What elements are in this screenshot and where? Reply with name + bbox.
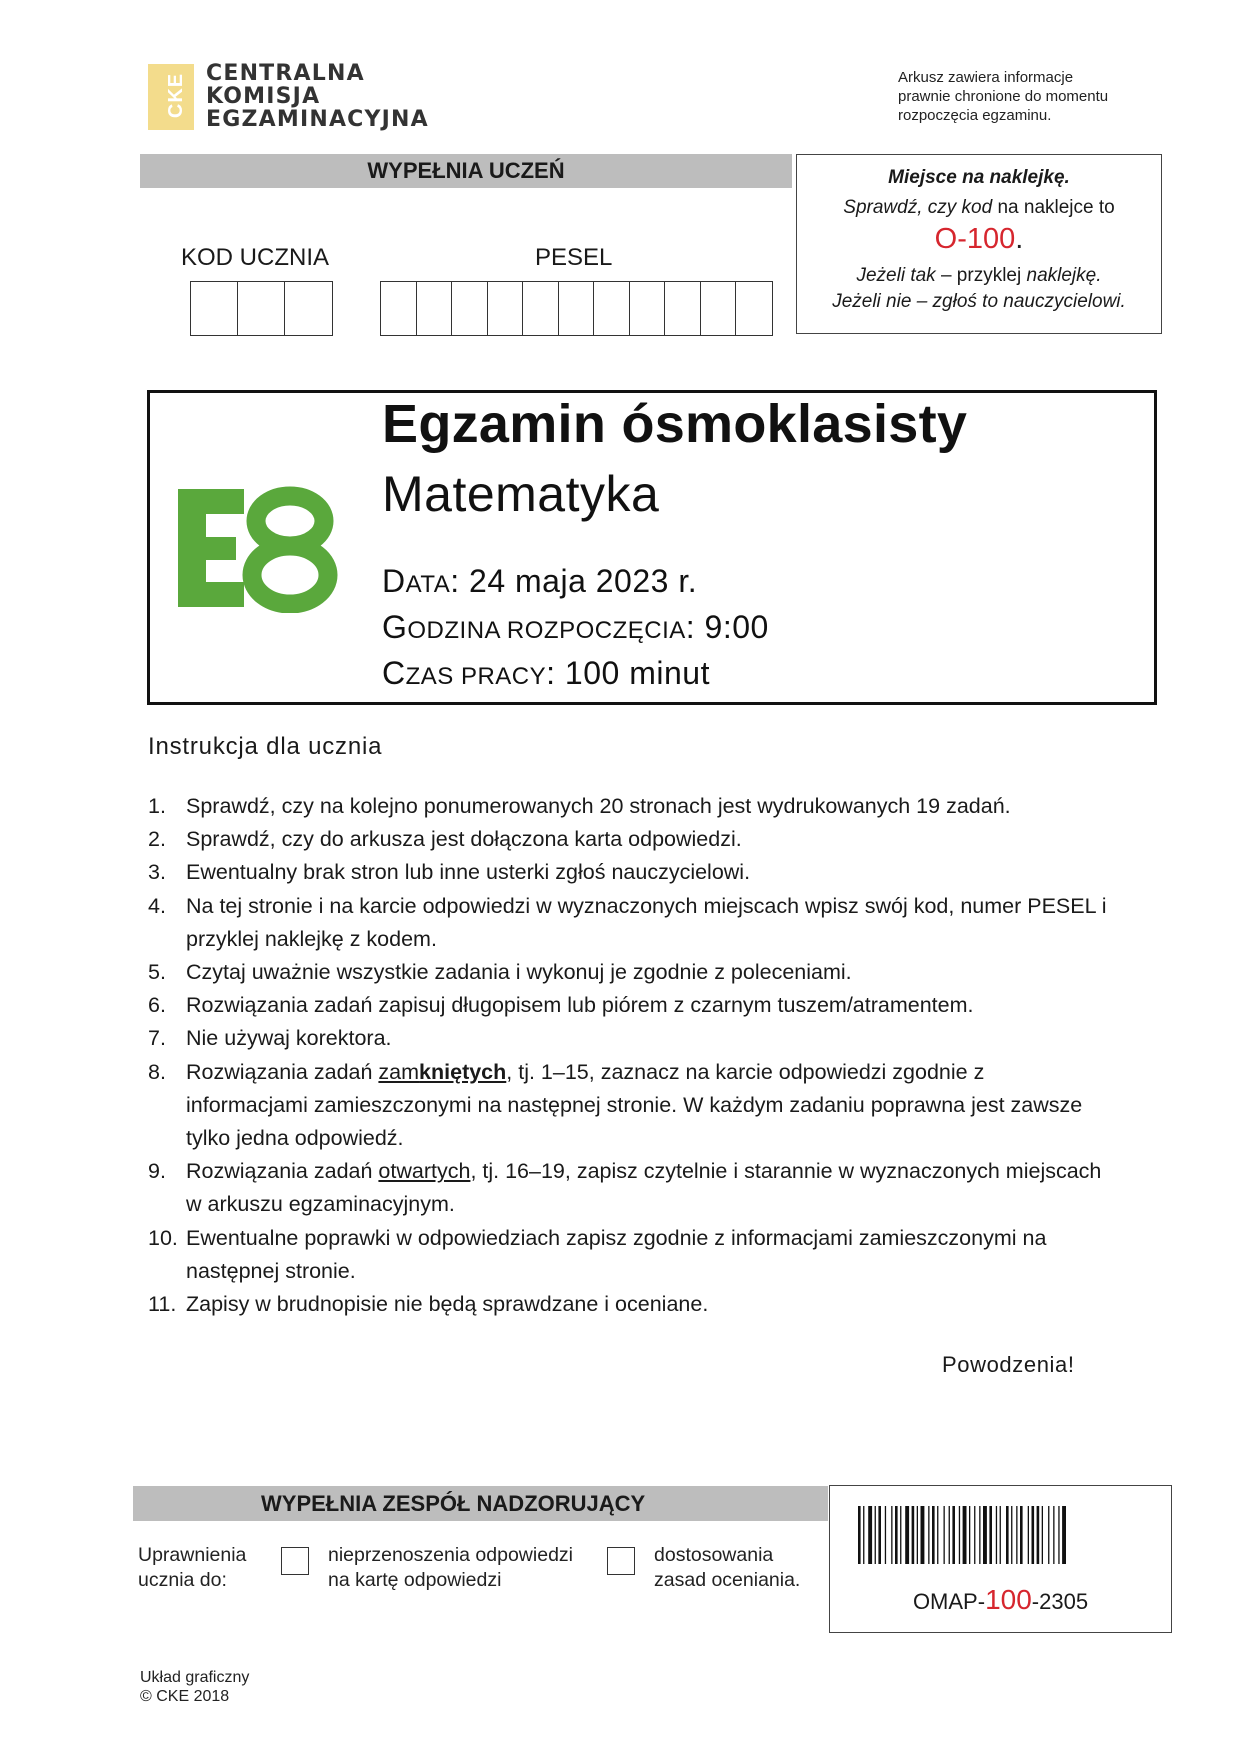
pesel-label: PESEL — [535, 244, 613, 271]
instruction-item: 7. Nie używaj korektora. — [148, 1026, 392, 1051]
logo-line-2: KOMISJA — [206, 84, 321, 109]
pesel-digit-box[interactable] — [381, 282, 417, 335]
pesel-digit-box[interactable] — [630, 282, 666, 335]
sticker-code: O-100. — [934, 223, 1024, 255]
pesel-digit-box[interactable] — [417, 282, 453, 335]
no-transfer-label: nieprzenoszenia odpowiedzi na kartę odpowiedzi — [328, 1544, 573, 1591]
sticker-check-text: Sprawdź, czy kod na naklejce to — [843, 197, 1115, 218]
pesel-digit-box[interactable] — [594, 282, 630, 335]
no-transfer-checkbox[interactable] — [281, 1547, 309, 1575]
code-digit-box[interactable] — [238, 282, 285, 335]
cke-logo — [148, 61, 429, 132]
code-digit-box[interactable] — [191, 282, 238, 335]
instructions-list — [148, 790, 1108, 1321]
layout-note: Układ graficzny © CKE 2018 — [140, 1669, 250, 1705]
instruction-item: 6. Rozwiązania zadań zapisuj długopisem lub piórem z czarnym tuszem/atramentem. — [148, 993, 974, 1018]
cke-wordmark — [206, 62, 429, 131]
pesel-field[interactable] — [380, 281, 773, 336]
pesel-digit-box[interactable] — [452, 282, 488, 335]
pesel-digit-box[interactable] — [523, 282, 559, 335]
barcode — [858, 1506, 1143, 1564]
adjusted-grading-checkbox[interactable] — [607, 1547, 635, 1575]
instruction-item: 1. Sprawdź, czy na kolejno ponumerowanych 20 stronach jest wydrukowanych 19 zadań. — [148, 794, 1011, 818]
logo-line-1: CENTRALNA — [206, 61, 365, 86]
exam-start-time: GODZINA ROZPOCZĘCIA: 9:00 — [382, 609, 769, 645]
exam-date: DATA: 24 maja 2023 r. — [382, 563, 698, 599]
instruction-item: 5. Czytaj uważnie wszystkie zadania i wykonuj je zgodnie z poleceniami. — [148, 960, 852, 985]
pesel-digit-box[interactable] — [488, 282, 524, 335]
pesel-digit-box[interactable] — [559, 282, 595, 335]
instruction-item: 11. Zapisy w brudnopisie nie będą sprawdzane i oceniane. — [148, 1292, 709, 1317]
pesel-digit-box[interactable] — [665, 282, 701, 335]
cke-mark-text: CKE — [165, 72, 188, 119]
cke-mark — [148, 64, 194, 130]
exam-subject: Matematyka — [382, 466, 660, 522]
e8-logo — [178, 485, 338, 613]
exam-title: Egzamin ósmoklasisty — [382, 394, 968, 454]
entitlements-label: Uprawnienia ucznia do: — [138, 1544, 247, 1591]
instruction-item: 3. Ewentualny brak stron lub inne usterki zgłoś nauczycielowi. — [148, 860, 751, 885]
adjusted-grading-label: dostosowania zasad oceniania. — [654, 1544, 801, 1591]
sticker-no-text: Jeżeli nie – zgłoś to nauczycielowi. — [832, 291, 1126, 312]
code-digit-box[interactable] — [285, 282, 332, 335]
student-section-header: WYPEŁNIA UCZEŃ — [140, 154, 792, 188]
logo-line-3: EGZAMINACYJNA — [206, 107, 429, 132]
supervisors-section-header: WYPEŁNIA ZESPÓŁ NADZORUJĄCY — [133, 1486, 828, 1521]
sticker-area[interactable] — [796, 154, 1162, 334]
sticker-title: Miejsce na naklejkę. — [888, 167, 1070, 188]
exam-duration: CZAS PRACY: 100 minut — [382, 655, 710, 691]
protection-note — [898, 68, 1158, 125]
protection-note-line: Arkusz zawiera informacje — [898, 69, 1074, 86]
instructions-heading: Instrukcja dla ucznia — [148, 733, 383, 760]
protection-note-line: prawnie chronione do momentu — [898, 88, 1109, 105]
exam-title-box — [147, 390, 1157, 705]
student-code-field[interactable] — [190, 281, 333, 336]
barcode-box — [829, 1485, 1172, 1633]
instruction-item: 2. Sprawdź, czy do arkusza jest dołączona karta odpowiedzi. — [148, 827, 742, 852]
instruction-item: 10. Ewentualne poprawki w odpowiedziach zapisz zgodnie z informacjami zamieszczonymi na następnej stronie. — [148, 1225, 1047, 1283]
student-code-label: KOD UCZNIA — [181, 244, 330, 271]
instruction-item: 4. Na tej stronie i na karcie odpowiedzi w wyznaczonych miejscach wpisz swój kod, numer PESEL i przyklej naklejkę z kodem. — [148, 893, 1107, 951]
sticker-yes-text: Jeżeli tak – przyklej naklejkę. — [856, 265, 1102, 286]
protection-note-line: rozpoczęcia egzaminu. — [898, 107, 1052, 124]
instruction-item: 9. Rozwiązania zadań otwartych, tj. 16–19, zapisz czytelnie i starannie w wyznaczonych miejscach w arkuszu egzaminacyjnym. — [148, 1159, 1102, 1217]
good-luck-text: Powodzenia! — [942, 1352, 1075, 1377]
pesel-digit-box[interactable] — [736, 282, 772, 335]
instruction-item: 8. Rozwiązania zadań zamkniętych, tj. 1–15, zaznacz na karcie odpowiedzi zgodnie z informacjami zamieszczonymi na następnej stronie. W każdym zadaniu poprawna jest zawsze tylko jedna odpowiedź. — [148, 1059, 1083, 1151]
barcode-code: OMAP-100-2305 — [912, 1584, 1089, 1615]
pesel-digit-box[interactable] — [701, 282, 737, 335]
